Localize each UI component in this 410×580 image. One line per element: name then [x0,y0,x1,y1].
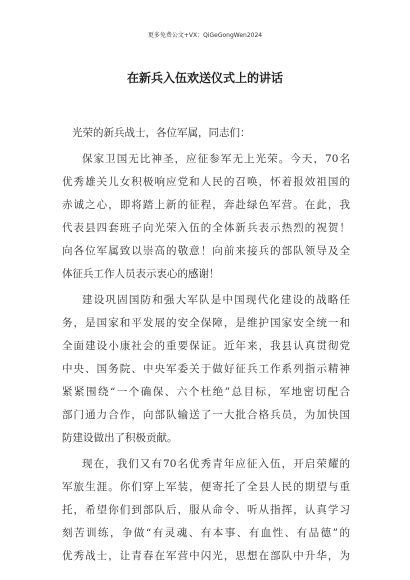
body-text-line: 全面建设小康社会的重要保证。近年来，我县认真贯彻党 [62,340,350,352]
body-text-line: 现在，我们又有70名优秀青年应征入伍，开启荣耀的 [82,458,350,470]
body-text-line: 优秀战士，让青春在军营中闪光，思想在部队中升华，为 [62,550,350,562]
body-text-line: 部门通力合作，向部队输送了一大批合格兵员，为加快国 [62,409,350,421]
body-text-line: 体征兵工作人员表示衷心的感谢！ [62,268,220,280]
body-text-line: 中央、国务院、中央军委关于做好征兵工作系列指示精神 [62,363,350,375]
body-text-line: 防建设做出了积极贡献。 [62,432,178,444]
body-text-line: 建设巩固国防和强大军队是中国现代化建设的战略任 [82,294,350,306]
body-text-line: 向各位军属致以崇高的敬意！向前来接兵的部队领导及全 [62,245,350,257]
body-text-line: 代表县四套班子向光荣入伍的全体新兵表示热烈的祝贺！ [62,222,350,234]
document-body [62,122,350,568]
body-text-line: 刻苦训练，争做“有灵魂、有本事、有血性、有品德”的 [62,527,350,539]
body-text-line: 光荣的新兵战士，各位军属，同志们： [72,127,251,139]
body-text-line: 托，希望你们到部队后，服从命令、听从指挥，认真学习 [62,504,350,516]
body-text-line: 务，是国家和平发展的安全保障，是维护国家安全统一和 [62,317,350,329]
body-text-line: 军旅生涯。你们穿上军装，便寄托了全县人民的期望与重 [62,481,350,493]
body-text-line: 赤诚之心，即将踏上新的征程，奔赴绿色军营。在此，我 [62,199,350,211]
body-text-line: 保家卫国无比神圣，应征参军无上光荣。今天，70名 [82,153,350,165]
body-text-line: 紧紧围绕“一个确保、六个杜绝”总目标，军地密切配合 [62,386,350,398]
header-note: 更多免费公文+VX：QiGeGongWen2024 [147,32,263,39]
body-text-line: 优秀雄关儿女积极响应党和人民的召唤，怀着报效祖国的 [62,176,350,188]
document-title: 在新兵入伍欢送仪式上的讲话 [126,71,283,85]
